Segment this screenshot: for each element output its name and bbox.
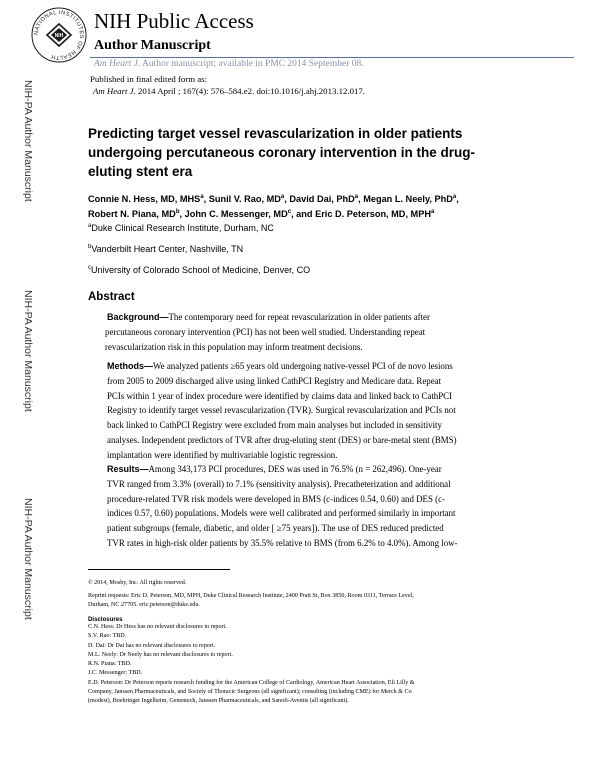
affiliation: $^c$University of Colorado School of Medicine, Denver, CO (88, 265, 311, 275)
disclosures-list (88, 623, 415, 707)
svg-text:NIH: NIH (54, 33, 64, 39)
nih-logo (30, 6, 88, 64)
disclosure-item: M.L. Neely: Dr Neely has no relevant disclosures to report. (88, 651, 233, 658)
sidebar-watermark: NIH-PA Author Manuscript (22, 290, 34, 412)
author: Robert N. Piana, MD (88, 208, 176, 219)
abstract-background: Background—The contemporary need for repeat revascularization in older patients after percutaneous coronary intervention (PCI) has not been well studied. Understanding repeat revascularization risk in this population may inform treatment decisions. (105, 312, 430, 352)
nih-seal-icon (30, 6, 88, 64)
sidebar-watermark: NIH-PA Author Manuscript (22, 80, 34, 202)
disclosure-item: E.D. Peterson: Dr Peterson reports research funding for the American College of Cardiology, American Heart Association, Eli Lilly & (88, 679, 415, 686)
article-title: Predicting target vessel revascularization in older patients undergoing percutaneous coronary intervention in the drug- eluting stent era (88, 126, 476, 179)
affiliation: $^b$Vanderbilt Heart Center, Nashville, TN (88, 244, 244, 254)
disclosure-item: Company, Janssen Pharmaceuticals, and Society of Thoracic Surgeons (all significant); consulting (including CME) for Merck & Co (88, 689, 412, 696)
author: Megan L. Neely, PhD (363, 194, 453, 204)
sidebar-watermark: NIH-PA Author Manuscript (22, 498, 34, 620)
disclosure-item: D. Dai: Dr Dai has no relevant disclosures to report. (88, 642, 216, 649)
author: Sunil V. Rao, MD (208, 194, 281, 204)
reprint-requests: Reprint requests: Eric D. Peterson, MD, MPH, Duke Clinical Research Institute, 2400 Pratt St, Box 3850, Room 0311, Terrace Level, Durham, NC 27705. eric.peterson@duke.edu. (88, 593, 414, 608)
footnote-divider (88, 569, 230, 570)
availability-line: Am Heart J. Author manuscript; available in PMC 2014 September 08. (94, 59, 364, 69)
nih-public-access-title: NIH Public Access (94, 9, 254, 33)
disclosure-item: J.C. Messenger: TBD. (88, 670, 143, 677)
author: Connie N. Hess, MD, MHS (88, 194, 201, 204)
author: John C. Messenger, MD (184, 208, 288, 219)
abstract-methods: Methods—We analyzed patients ≥65 years old undergoing native-vessel PCI of de novo lesions from 2005 to 2009 discharged alive using linked CathPCI Registry and Medicare data. Repeat PCIs within 1 year of index procedure were identified by claims data and linked back to CathPCI Registry to identify target vessel revascularization (TVR). Surgical revascularization and PCIs not back linked to CathPCI Registry were excluded from main analyses but included in sensitivity analyses. Independent predictors of TVR after drug-eluting stent (DES) or bare-metal stent (BMS) implantation were identified by multivariable logistic regression. (107, 361, 457, 460)
disclosure-item: C.N. Hess: Dr Hess has no relevant disclosures to report. (88, 624, 227, 630)
author: Eric D. Peterson, MD, MPH (315, 208, 431, 219)
copyright-notice: © 2014, Mosby, Inc. All rights reserved. (88, 580, 187, 586)
affiliation: $^a$Duke Clinical Research Institute, Durham, NC (88, 223, 274, 233)
published-label: Published in final edited form as: (90, 74, 208, 84)
disclosure-item: (modest), Boehringer Ingelheim, Genentech, Janssen Pharmaceuticals, and Sanofi-Aventis (all significant). (88, 698, 349, 705)
author-manuscript-label: Author Manuscript (94, 38, 211, 53)
citation: Am Heart J. 2014 April ; 167(4): 576–584.e2. doi:10.1016/j.ahj.2013.12.017. (93, 86, 365, 96)
header-rule (90, 57, 574, 58)
abstract-results: Results—Among 343,173 PCI procedures, DES was used in 76.5% (n = 262,496). One-year TVR ranged from 3.3% (overall) to 7.1% (sensitivity analysis). Precatheterization and additional procedure-related TVR risk models were developed in BMS (c-indices 0.54, 0.60) and DES (c- indices 0.57, 0.60) populations. Models were well calibrated and performed similarly in important patient subgroups (female, diabetic, and older [ ≥75 years]). The use of DES reduced predicted TVR rates in high-risk older patients by 35.5% relative to BMS (from 6.2% to 4.0%). Among low- (107, 464, 458, 548)
author-list: Connie N. Hess, MD, MHS$^a$, Sunil V. Rao, $MD^a$, David Dai, PhD$^a$, Megan L. Neely, PhD$^a$, Robert N. Piana, $MD^b$, John C. Messenger, $MD^c$, and Eric D. Peterson, MD, MPH$^a$ (88, 193, 459, 219)
svg-text:NATIONAL INSTITUTES OF HEALTH: NATIONAL INSTITUTES OF HEALTH (33, 9, 85, 61)
author: David Dai, PhD (289, 194, 355, 204)
disclosures-heading: Disclosures (88, 616, 123, 623)
abstract-heading: Abstract (88, 291, 135, 303)
disclosure-item: S.V. Rao: TBD. (88, 633, 127, 640)
disclosure-item: R.N. Piana: TBD. (88, 661, 132, 668)
